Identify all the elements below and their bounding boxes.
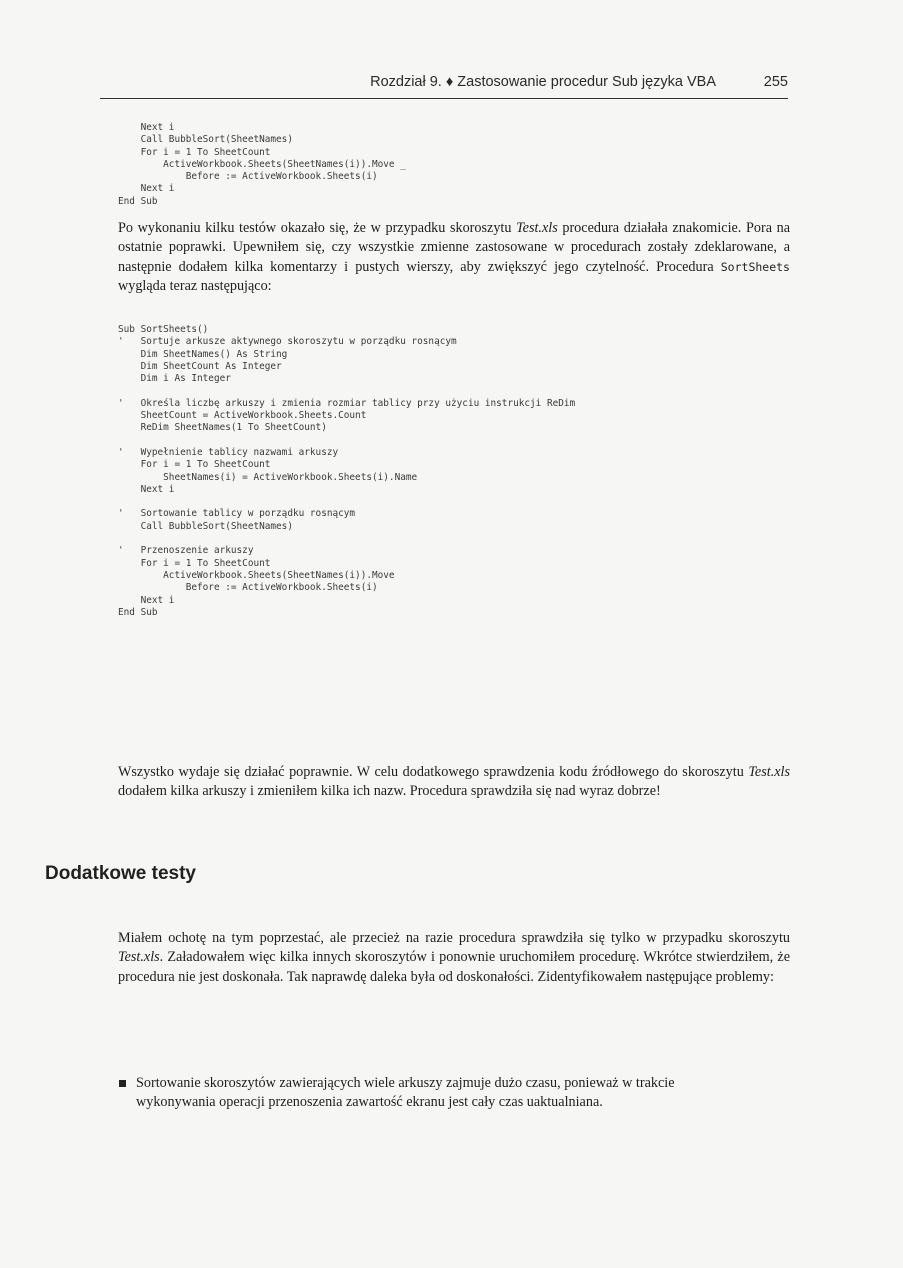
paragraph-2: Wszystko wydaje się działać poprawnie. W celu dodatkowego sprawdzenia kodu źródłowego do skoroszytu Test.xls dodałem kilka arkuszy i zmieniłem kilka ich nazw. Procedura sprawdziła się nad wyraz dobrze!: [118, 764, 790, 800]
paragraph-1: Po wykonaniu kilku testów okazało się, że w przypadku skoroszytu Test.xls procedura działała znakomicie. Pora na ostatnie poprawki. Upewniłem się, czy wszystkie zmienne zastosowane w procedurach zostały zdeklarowane, a następnie dodałem kilka komentarzy i pustych wierszy, aby zwiększyć jego czytelność. Procedura SortSheets wygląda teraz następująco:: [118, 220, 790, 294]
code-block-2: Sub SortSheets() ' Sortuje arkusze aktywnego skoroszytu w porządku rosnącym Dim SheetNames() As String Dim SheetCount As Integer Dim i As Integer ' Określa liczbę arkuszy i zmienia rozmiar tablicy przy użyciu instrukcji ReDim SheetCount = ActiveWorkbook.Sheets.Count ReDim SheetNames(1 To SheetCount) ' Wypełnienie tablicy nazwami arkuszy For i = 1 To SheetCount SheetNames(i) = ActiveWorkbook.Sheets(i).Name Next i ' Sortowanie tablicy w porządku rosnącym Call BubbleSort(SheetNames) ' Przenoszenie arkuszy For i = 1 To SheetCount ActiveWorkbook.Sheets(SheetNames(i)).Move Before := ActiveWorkbook.Sheets(i) Next i End Sub: [118, 324, 576, 618]
procedure-name: SortSheets: [720, 259, 790, 274]
section-heading: Dodatkowe testy: [45, 863, 196, 884]
filename: Test.xls: [516, 220, 558, 236]
header-rule: [100, 98, 788, 99]
code-block-1: Next i Call BubbleSort(SheetNames) For i = 1 To SheetCount ActiveWorkbook.Sheets(SheetNames(i)).Move _ Before := ActiveWorkbook.Sheets(i) Next i End Sub: [118, 122, 406, 207]
bullet-list: [118, 1074, 678, 1113]
chapter-title: Rozdział 9. ♦ Zastosowanie procedur Sub języka VBA: [370, 74, 716, 90]
list-item: Sortowanie skoroszytów zawierających wiele arkuszy zajmuje dużo czasu, ponieważ w trakcie wykonywania operacji przenoszenia zawartość ekranu jest cały czas uaktualniana.: [118, 1074, 678, 1113]
square-bullet-icon: [119, 1080, 126, 1087]
page-number: 255: [763, 74, 788, 90]
filename: Test.xls: [748, 764, 790, 780]
filename: Test.xls: [118, 949, 160, 966]
paragraph-3: Miałem ochotę na tym poprzestać, ale przecież na razie procedura sprawdziła się tylko w przypadku skoroszytu Test.xls. Załadowałem więc kilka innych skoroszytów i ponownie uruchomiłem procedurę. Wkrótce stwierdziłem, że procedura nie jest doskonała. Tak naprawdę daleka była od doskonałości. Zidentyfikowałem następujące problemy:: [118, 930, 790, 985]
